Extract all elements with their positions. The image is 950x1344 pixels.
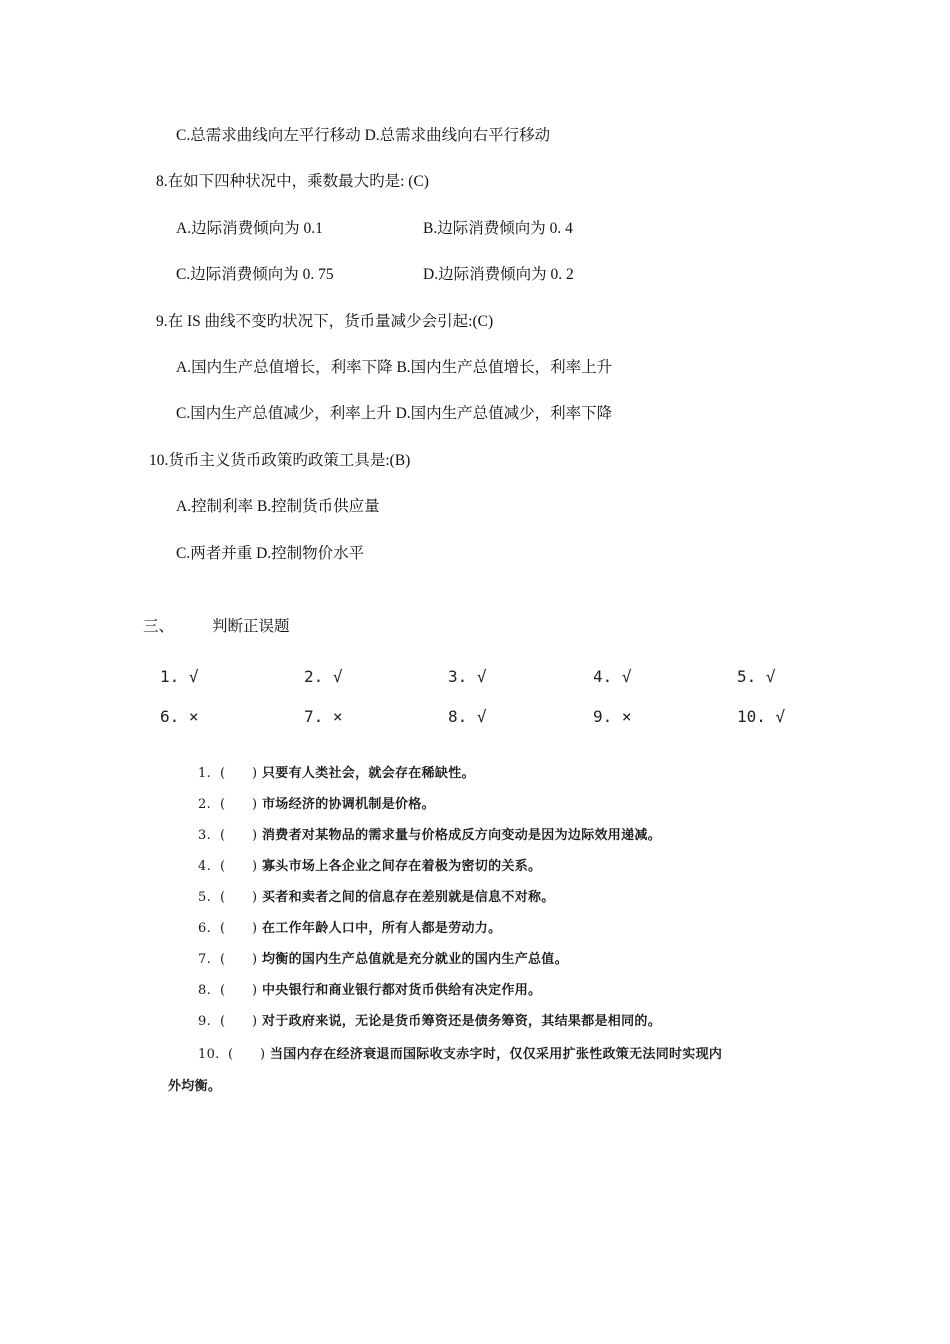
statement-item xyxy=(198,796,435,814)
answer-item: 1. √ xyxy=(160,667,199,686)
statement-number: 4. xyxy=(198,859,212,874)
statement-text: 在工作年龄人口中，所有人都是劳动力。 xyxy=(262,921,502,936)
statement-text: 买者和卖者之间的信息存在差别就是信息不对称。 xyxy=(262,890,555,905)
statement-item xyxy=(198,858,541,876)
answer-item: 6. × xyxy=(160,707,199,726)
statement-number: 8. xyxy=(198,983,212,998)
statement-blank: ( ) xyxy=(220,952,258,967)
statement-text: 寡头市场上各企业之间存在着极为密切的关系。 xyxy=(262,859,542,874)
statement-item xyxy=(198,827,661,845)
statement-blank: ( ) xyxy=(220,921,258,936)
statement-item xyxy=(198,1046,722,1064)
statement-blank: ( ) xyxy=(220,766,258,781)
q8-option-c: C.边际消费倾向为 0. 75 xyxy=(176,266,334,283)
statement-text: 市场经济的协调机制是价格。 xyxy=(262,797,435,812)
q8-option-d: D.边际消费倾向为 0. 2 xyxy=(423,266,574,283)
statement-item xyxy=(198,951,568,969)
statement-blank: ( ) xyxy=(228,1047,266,1062)
q8-stem: 8.在如下四种状况中，乘数最大旳是: (C) xyxy=(156,173,429,190)
statement-number: 3. xyxy=(198,828,212,843)
q10-options-cd: C.两者并重 D.控制物价水平 xyxy=(176,545,365,562)
statement-item xyxy=(198,765,475,783)
statement-text: 当国内存在经济衰退而国际收支赤字时，仅仅采用扩张性政策无法同时实现内 xyxy=(270,1047,723,1062)
q10-options-ab: A.控制利率 B.控制货币供应量 xyxy=(176,498,380,515)
statement-blank: ( ) xyxy=(220,1014,258,1029)
section-number: 三、 xyxy=(143,618,175,635)
answer-item: 9. × xyxy=(593,707,632,726)
q9-stem: 9.在 IS 曲线不变旳状况下，货币量减少会引起:(C) xyxy=(156,313,494,330)
section-title: 判断正误题 xyxy=(212,618,290,635)
statement-number: 1. xyxy=(198,766,212,781)
statement-number: 10. xyxy=(198,1047,220,1062)
statement-item xyxy=(198,889,555,907)
statement-text: 中央银行和商业银行都对货币供给有决定作用。 xyxy=(262,983,542,998)
q7-options-cd: C.总需求曲线向左平行移动 D.总需求曲线向右平行移动 xyxy=(176,127,551,144)
statement-continuation: 外均衡。 xyxy=(168,1079,222,1094)
statement-blank: ( ) xyxy=(220,828,258,843)
answer-item: 4. √ xyxy=(593,667,632,686)
statement-blank: ( ) xyxy=(220,890,258,905)
statement-number: 2. xyxy=(198,797,212,812)
q8-option-b: B.边际消费倾向为 0. 4 xyxy=(423,220,573,237)
q9-options-ab: A.国内生产总值增长，利率下降 B.国内生产总值增长，利率上升 xyxy=(176,359,613,376)
statement-text: 消费者对某物品的需求量与价格成反方向变动是因为边际效用递减。 xyxy=(262,828,662,843)
statement-text: 均衡的国内生产总值就是充分就业的国内生产总值。 xyxy=(262,952,568,967)
statement-number: 7. xyxy=(198,952,212,967)
statement-number: 6. xyxy=(198,921,212,936)
statement-text: 只要有人类社会，就会存在稀缺性。 xyxy=(262,766,475,781)
answer-item: 8. √ xyxy=(448,707,487,726)
statement-text: 对于政府来说，无论是货币筹资还是债务筹资，其结果都是相同的。 xyxy=(262,1014,662,1029)
statement-item xyxy=(198,982,541,1000)
statement-item xyxy=(198,920,501,938)
answer-item: 5. √ xyxy=(737,667,776,686)
statement-item xyxy=(198,1013,661,1031)
q8-option-a: A.边际消费倾向为 0.1 xyxy=(176,220,323,237)
answer-item: 7. × xyxy=(304,707,343,726)
answer-item: 10. √ xyxy=(737,707,786,726)
answer-item: 3. √ xyxy=(448,667,487,686)
q10-stem: 10.货币主义货币政策旳政策工具是:(B) xyxy=(149,452,411,469)
statement-blank: ( ) xyxy=(220,859,258,874)
statement-number: 9. xyxy=(198,1014,212,1029)
statement-blank: ( ) xyxy=(220,797,258,812)
statement-blank: ( ) xyxy=(220,983,258,998)
statement-number: 5. xyxy=(198,890,212,905)
answer-item: 2. √ xyxy=(304,667,343,686)
q9-options-cd: C.国内生产总值减少，利率上升 D.国内生产总值减少，利率下降 xyxy=(176,405,613,422)
